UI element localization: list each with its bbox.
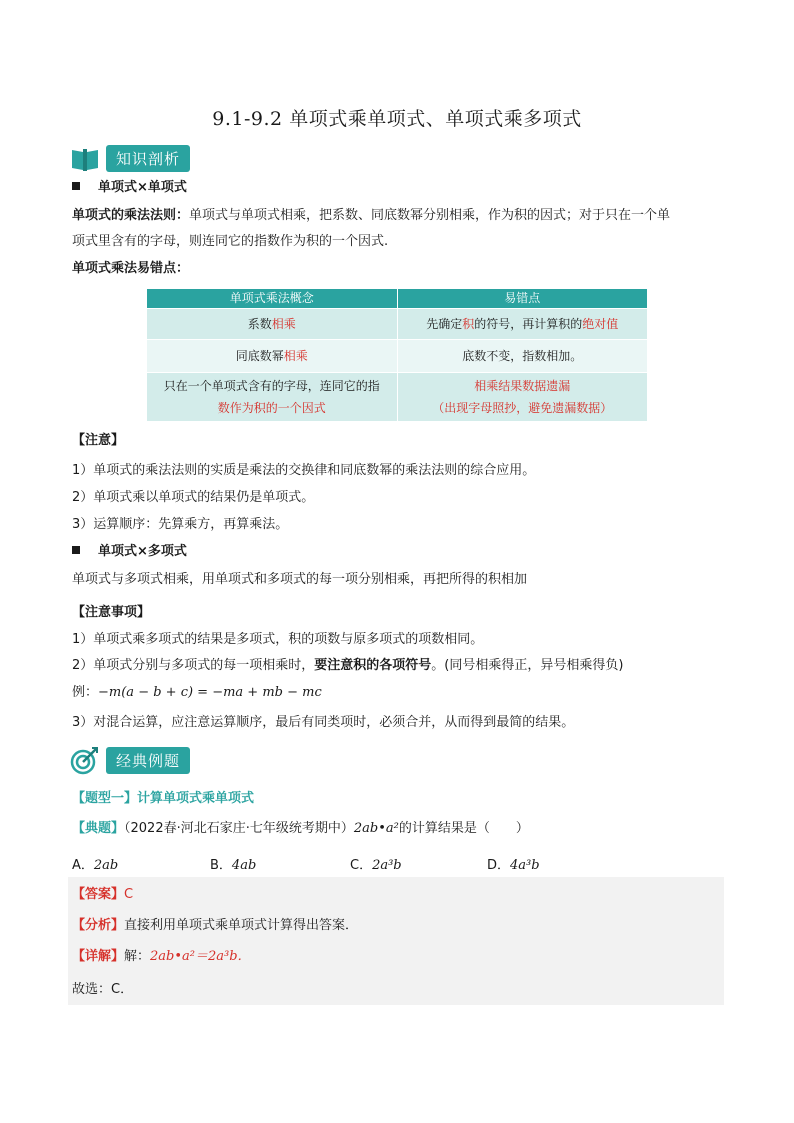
notes2-heading: 【注意事项】	[72, 605, 151, 620]
analysis-line: 【分析】直接利用单项式乘单项式计算得出答案．	[72, 918, 359, 933]
heading-mono-poly: 单项式×多项式	[72, 542, 187, 562]
detail-line: 【详解】解：2ab•a²＝2a³b．	[72, 949, 251, 964]
rule-line-2: 项式里含有的字母，则连同它的指数作为积的一个因式.	[72, 234, 389, 249]
answer-line: 【答案】C	[72, 887, 134, 902]
notes2-item: 3）对混合运算，应注意运算顺序，最后有同类项时，必须合并，从而得到最简的结果。	[72, 715, 575, 730]
note-item: 1）单项式的乘法法则的实质是乘法的交换律和同底数幂的乘法法则的综合应用。	[72, 463, 536, 478]
table-cell: 先确定积的符号，再计算积的绝对值	[397, 309, 648, 340]
section-label: 经典例题	[106, 747, 190, 774]
option-d[interactable]: D．4a³b	[487, 858, 540, 873]
table-header-row	[147, 289, 648, 309]
choose-line: 故选：C．	[72, 982, 134, 997]
table-cell: 系数相乘	[147, 309, 398, 340]
square-bullet-icon	[72, 546, 80, 554]
rule2-line: 单项式与多项式相乘，用单项式和多项式的每一项分别相乘，再把所得的积相加	[72, 572, 528, 587]
pitfalls-table	[146, 288, 648, 422]
example-question: 【典题】（2022春·河北石家庄·七年级统考期中）2ab•a²的计算结果是（ ）	[72, 821, 529, 836]
section-header-knowledge	[70, 145, 190, 172]
table-cell: 相乘结果数据遗漏 （出现字母照抄，避免遗漏数据）	[397, 373, 648, 422]
option-a[interactable]: A．2ab	[72, 858, 119, 873]
heading-mono-mono: 单项式×单项式	[72, 178, 187, 198]
table-cell: 底数不变，指数相加。	[397, 340, 648, 373]
table-row	[147, 373, 648, 422]
pitfalls-label: 单项式乘法易错点：	[72, 261, 190, 276]
section-label: 知识剖析	[106, 145, 190, 172]
note-heading: 【注意】	[72, 433, 125, 448]
table-row	[147, 340, 648, 373]
open-book-icon	[70, 146, 100, 172]
notes2-item: 1）单项式乘多项式的结果是多项式，积的项数与原多项式的项数相同。	[72, 632, 484, 647]
section-header-examples	[70, 745, 190, 775]
page-title: 9.1-9.2 单项式乘单项式、单项式乘多项式	[212, 108, 582, 130]
table-row	[147, 309, 648, 340]
note-item: 2）单项式乘以单项式的结果仍是单项式。	[72, 490, 315, 505]
option-c[interactable]: C．2a³b	[350, 858, 402, 873]
target-icon	[70, 745, 100, 775]
square-bullet-icon	[72, 182, 80, 190]
option-b[interactable]: B．4ab	[210, 858, 257, 873]
question-type-heading: 【题型一】计算单项式乘单项式	[72, 791, 255, 806]
table-cell: 同底数幂相乘	[147, 340, 398, 373]
note-item: 3）运算顺序：先算乘方，再算乘法。	[72, 517, 289, 532]
table-header-cell: 单项式乘法概念	[147, 289, 398, 309]
example-formula: 例：−m(a − b + c) = −ma + mb − mc	[72, 685, 322, 700]
notes2-item: 2）单项式分别与多项式的每一项相乘时，要注意积的各项符号。(同号相乘得正，异号相乘得负)	[72, 658, 624, 673]
table-cell: 只在一个单项式含有的字母，连同它的指 数作为积的一个因式	[147, 373, 398, 422]
answer-block	[68, 877, 724, 1005]
rule-line-1: 单项式的乘法法则：单项式与单项式相乘，把系数、同底数幂分别相乘，作为积的因式；对于只在一个单	[72, 208, 671, 223]
table-header-cell: 易错点	[397, 289, 648, 309]
